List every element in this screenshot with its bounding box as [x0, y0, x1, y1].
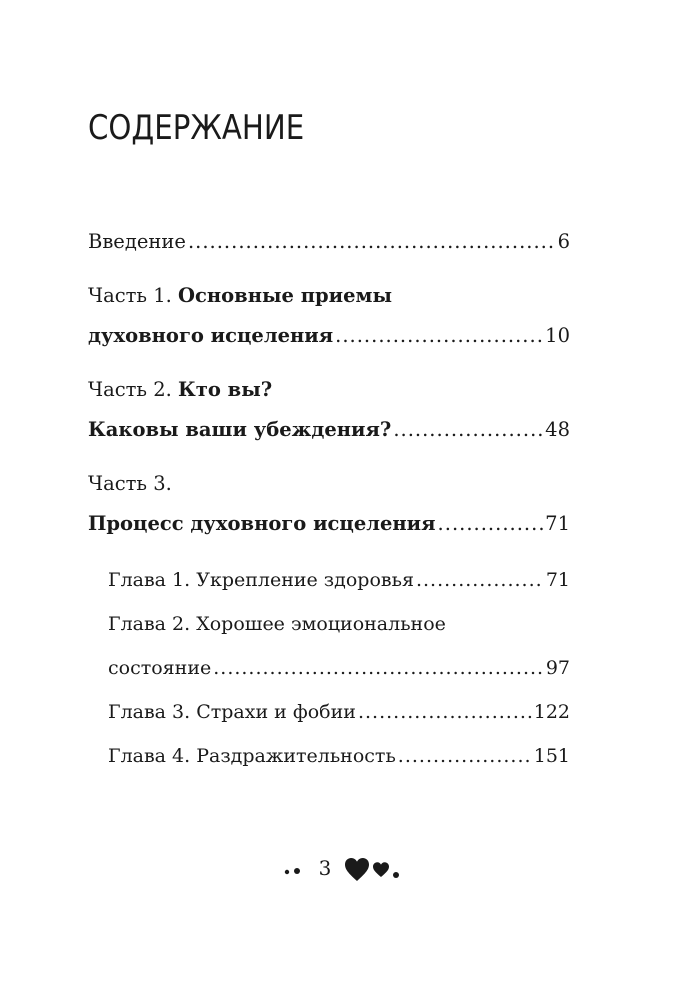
toc-entry-intro[interactable]: [88, 222, 570, 262]
toc-page-number: 48: [545, 418, 570, 441]
part-prefix: Часть 2.: [88, 378, 172, 401]
part-title: Кто вы?: [178, 378, 273, 401]
toc-entry-chapter4[interactable]: [108, 734, 570, 778]
toc-entry-chapter1[interactable]: [108, 558, 570, 602]
hearts-ornament-icon: [344, 857, 404, 883]
part-prefix: Часть 3.: [88, 472, 172, 495]
chapter-label: Глава 4. Раздражительность: [108, 745, 396, 767]
part-title-cont: духовного исцеления: [88, 324, 334, 347]
part-prefix: Часть 1.: [88, 284, 172, 307]
chapter-label: Глава 3. Страхи и фобии: [108, 701, 356, 723]
page-number: 3: [318, 856, 332, 880]
part-title: Основные приемы: [178, 284, 392, 307]
toc-page-number: 6: [557, 230, 570, 253]
leader-dots: [416, 558, 544, 602]
toc-page-number: 97: [545, 657, 570, 679]
leader-dots: [188, 222, 556, 262]
dots-ornament-icon: [282, 863, 306, 877]
chapter-label-cont: состояние: [108, 657, 212, 679]
leader-dots: [398, 734, 532, 778]
toc-entry-label: Введение: [88, 230, 186, 253]
part-title: Процесс духовного исцеления: [88, 512, 436, 535]
toc-entry-part3[interactable]: [88, 464, 570, 544]
toc-page-number: 122: [533, 701, 570, 723]
leader-dots: [438, 504, 544, 544]
toc-page-number: 71: [545, 512, 570, 535]
chapter-label: Глава 1. Укрепление здоровья: [108, 569, 414, 591]
chapter-label: Глава 2. Хорошее эмоциональное: [108, 613, 446, 635]
part-title-cont: Каковы ваши убеждения?: [88, 418, 392, 441]
toc-page-number: 151: [533, 745, 570, 767]
page-footer: [0, 856, 686, 883]
leader-dots: [358, 690, 532, 734]
leader-dots: [335, 316, 543, 356]
page-title: СОДЕРЖАНИЕ: [88, 108, 305, 148]
leader-dots: [213, 646, 544, 690]
toc-page-number: 71: [545, 569, 570, 591]
toc-page-number: 10: [545, 324, 570, 347]
table-of-contents: [88, 222, 570, 778]
toc-entry-part2[interactable]: [88, 370, 570, 450]
toc-entry-chapter2[interactable]: [108, 602, 570, 690]
toc-entry-chapter3[interactable]: [108, 690, 570, 734]
leader-dots: [393, 410, 543, 450]
toc-entry-part1[interactable]: [88, 276, 570, 356]
